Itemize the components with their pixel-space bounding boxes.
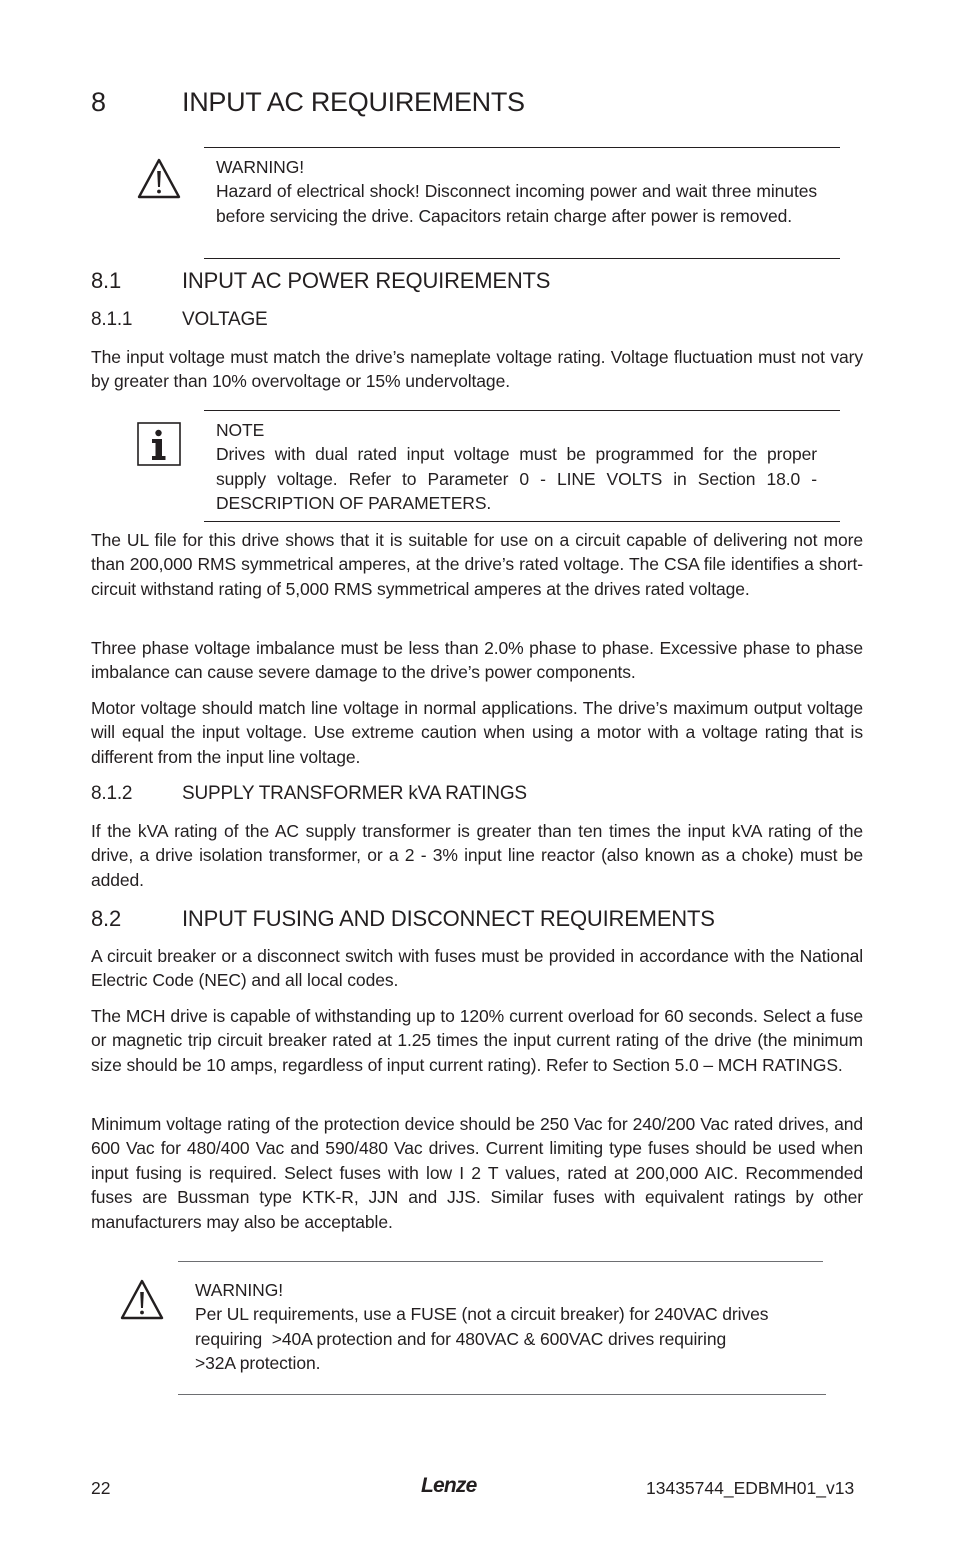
subsection-title: INPUT AC POWER REQUIREMENTS [182, 268, 551, 293]
paragraph-ul-file: The UL file for this drive shows that it is suitable for use on a circuit capable of delivering not more than 200,000 RMS symmetrical amperes, at the drive’s rated voltage. The CSA file identifies a short-circuit withstand rating of 5,000 RMS symmetrical amperes at the drives rated voltage. [91, 530, 863, 599]
note-heading: NOTE [216, 420, 265, 440]
subsection-title: SUPPLY TRANSFORMER kVA RATINGS [182, 783, 527, 804]
warning-heading: WARNING! [195, 1280, 283, 1300]
paragraph-voltage: The input voltage must match the drive’s nameplate voltage rating. Voltage fluctuation must not vary by greater than 10% overvoltage or 15% undervoltage. [91, 347, 863, 392]
paragraph-circuit-breaker: A circuit breaker or a disconnect switch with fuses must be provided in accordance with the National Electric Code (NEC) and all local codes. [91, 946, 863, 991]
info-icon [137, 422, 181, 466]
subsection-title: VOLTAGE [182, 309, 268, 330]
subsection-heading-8-2 [91, 906, 851, 936]
subsection-number: 8.1.2 [91, 783, 133, 804]
warning-body: Hazard of electrical shock! Disconnect incoming power and wait three minutes before servicing the drive. Capacitors retain charge after power is removed. [216, 181, 817, 226]
note-box [216, 418, 817, 516]
subsection-number: 8.2 [91, 906, 121, 931]
warning-body-line: >32A protection. [195, 1353, 321, 1374]
section-heading [91, 87, 791, 123]
warning-body-line: requiring >40A protection and for 480VAC & 600VAC drives requiring [195, 1328, 727, 1349]
note-bottom-rule [204, 521, 840, 522]
lenze-logo: Lenze [421, 1474, 477, 1497]
page-number: 22 [91, 1478, 111, 1498]
paragraph-motor-voltage: Motor voltage should match line voltage in normal applications. The drive’s maximum output voltage will equal the input voltage. Use extreme caution when using a motor with a voltage rating that is different from the input line voltage. [91, 698, 863, 767]
paragraph-mch-overload: The MCH drive is capable of withstanding up to 120% current overload for 60 seconds. Select a fuse or magnetic trip circuit breaker rated at 1.25 times the input current rating of the drive (the minimum size should be 10 amps, regardless of input current rating). Refer to Section 5.0 – MCH RATINGS. [91, 1006, 863, 1075]
warning-bottom-rule [204, 258, 840, 259]
warning-box [216, 155, 817, 228]
warning-bottom-rule [178, 1394, 826, 1395]
warning-triangle-icon [119, 1278, 165, 1322]
section-title: INPUT AC REQUIREMENTS [182, 87, 525, 117]
warning-top-rule [178, 1261, 823, 1262]
subsection-heading-8-1-2 [91, 783, 791, 809]
subsection-number: 8.1 [91, 268, 121, 293]
paragraph-imbalance: Three phase voltage imbalance must be less than 2.0% phase to phase. Excessive phase to phase imbalance can cause severe damage to the drive’s power components. [91, 638, 863, 683]
warning-body-line: Per UL requirements, use a FUSE (not a circuit breaker) for 240VAC drives [195, 1304, 769, 1325]
note-body: Drives with dual rated input voltage must be programmed for the proper supply voltage. Refer to Parameter 0 - LINE VOLTS in Section 18.0 - DESCRIPTION OF PARAMETERS. [216, 444, 817, 514]
note-top-rule [204, 410, 840, 411]
subsection-heading-8-1 [91, 268, 791, 298]
subsection-heading-8-1-1 [91, 309, 791, 335]
paragraph-min-voltage: Minimum voltage rating of the protection device should be 250 Vac for 240/200 Vac rated drives, and 600 Vac for 480/400 Vac and 590/480 Vac drives. Current limiting type fuses should be used when input fusing is required. Select fuses with low I 2 T values, rated at 200,000 AIC. Recommended fuses are Bussman type KTK-R, JJN and JJS. Similar fuses with equivalent ratings by other manufacturers may also be acceptable. [91, 1114, 863, 1232]
paragraph-kva: If the kVA rating of the AC supply transformer is greater than ten times the input kVA rating of the drive, a drive isolation transformer, or a 2 - 3% input line reactor (also known as a choke) must be added. [91, 821, 863, 890]
subsection-number: 8.1.1 [91, 309, 133, 330]
warning-triangle-icon [136, 157, 182, 201]
warning-top-rule [204, 147, 840, 148]
warning-box [195, 1278, 835, 1376]
subsection-title: INPUT FUSING AND DISCONNECT REQUIREMENTS [182, 906, 715, 931]
section-number: 8 [91, 87, 106, 117]
document-id: 13435744_EDBMH01_v13 [646, 1478, 855, 1498]
warning-heading: WARNING! [216, 157, 304, 177]
